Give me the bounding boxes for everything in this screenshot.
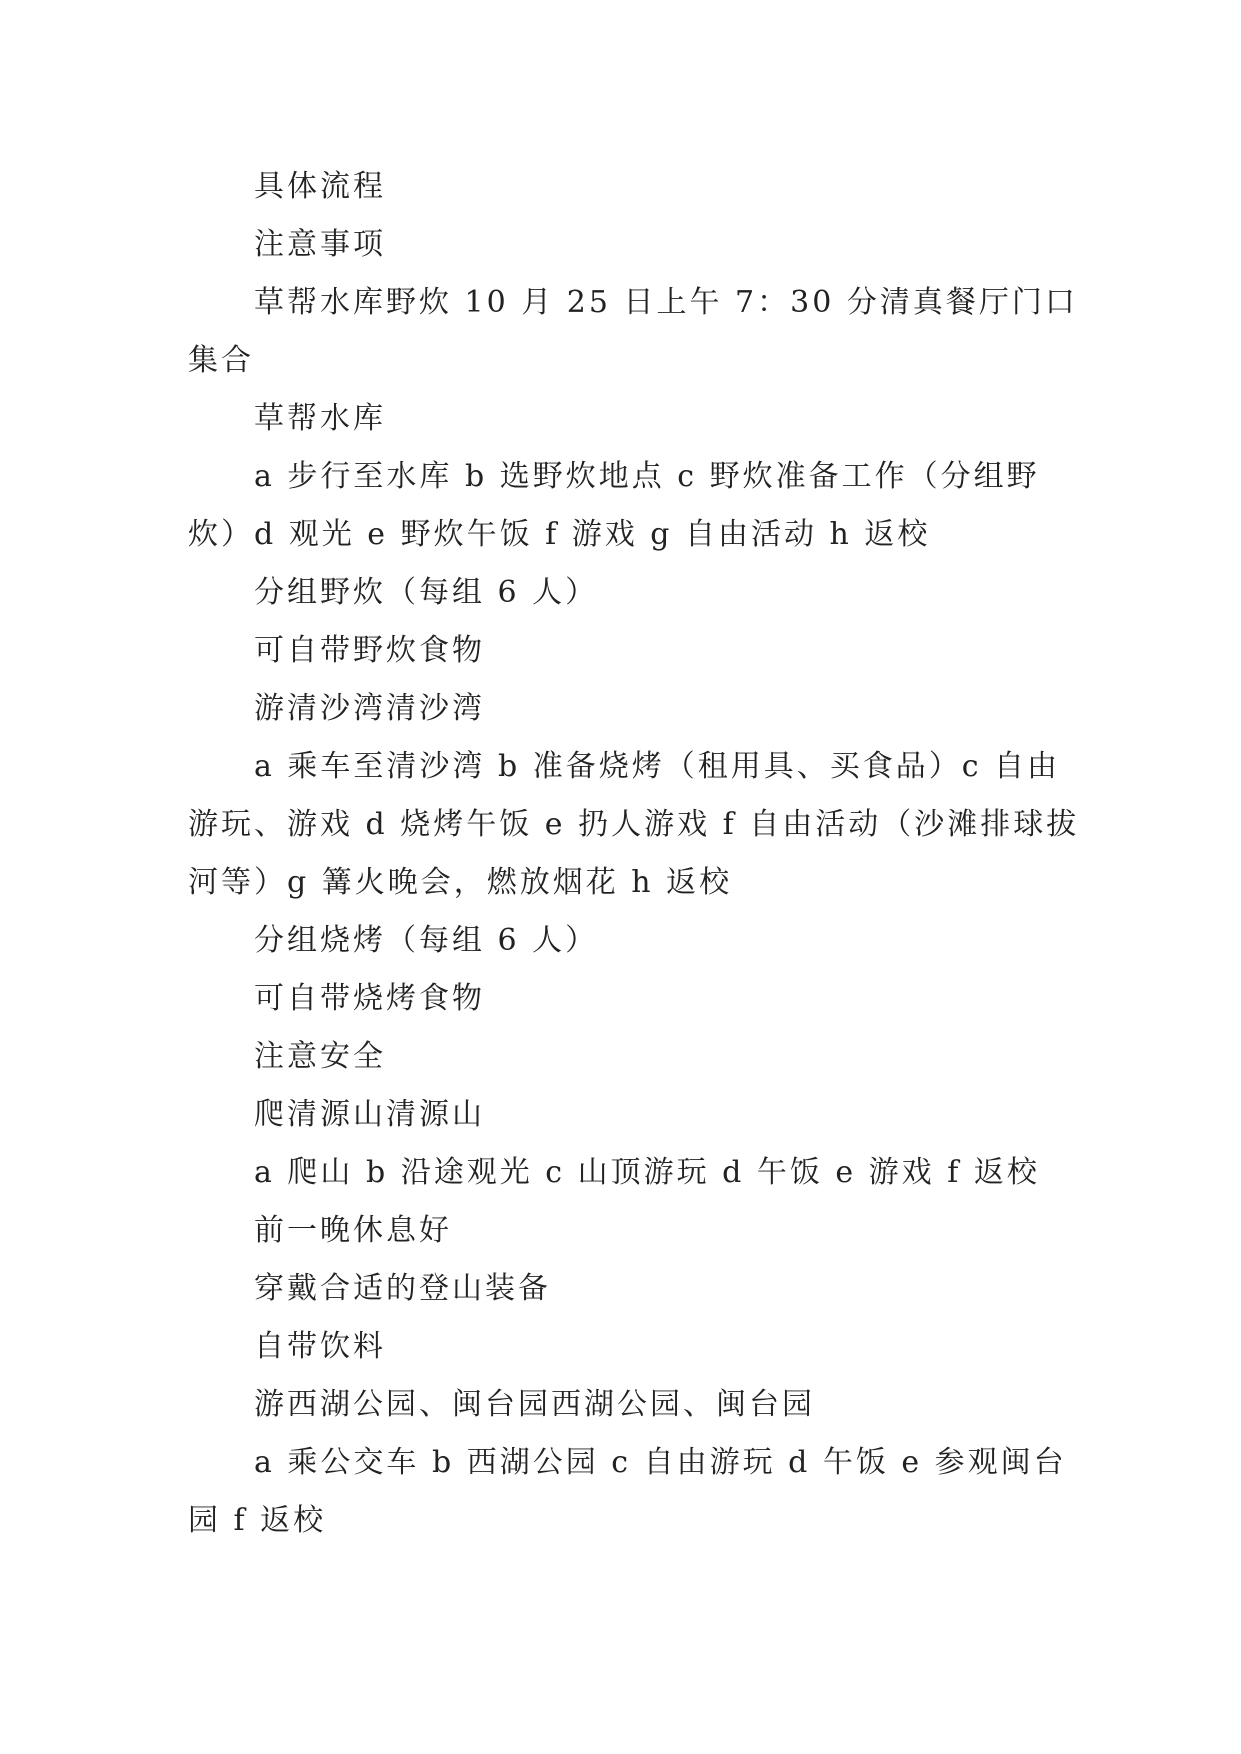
document-body	[188, 158, 1080, 1550]
paragraph-bay-food: 可自带烧烤食物	[254, 981, 485, 1016]
paragraph-park-title: 游西湖公园、闽台园西湖公园、闽台园	[254, 1387, 815, 1422]
paragraph-mountain-gear: 穿戴合适的登山装备	[254, 1271, 551, 1306]
paragraph-process-heading: 具体流程	[254, 169, 386, 204]
paragraph-notes-heading: 注意事项	[254, 227, 386, 262]
paragraph-bay-safety: 注意安全	[254, 1039, 386, 1074]
paragraph-park-steps: a 乘公交车 b 西湖公园 c 自由游玩 d 午饭 e 参观闽台园 f 返校	[188, 1445, 1067, 1538]
paragraph-bay-groups: 分组烧烤（每组 6 人）	[254, 923, 599, 958]
paragraph-mountain-title: 爬清源山清源山	[254, 1097, 485, 1132]
paragraph-bay-title: 游清沙湾清沙湾	[254, 691, 485, 726]
paragraph-mountain-rest: 前一晚休息好	[254, 1213, 452, 1248]
paragraph-reservoir-assembly: 草帮水库野炊 10 月 25 日上午 7：30 分清真餐厅门口集合	[188, 285, 1078, 378]
paragraph-reservoir-steps: a 步行至水库 b 选野炊地点 c 野炊准备工作（分组野炊）d 观光 e 野炊午饭 f 游戏 g 自由活动 h 返校	[188, 459, 1040, 552]
paragraph-bay-steps: a 乘车至清沙湾 b 准备烧烤（租用具、买食品）c 自由游玩、游戏 d 烧烤午饭 e 扔人游戏 f 自由活动（沙滩排球拔河等）g 篝火晚会，燃放烟花 h 返校	[188, 749, 1080, 900]
paragraph-reservoir-food: 可自带野炊食物	[254, 633, 485, 668]
paragraph-reservoir-title: 草帮水库	[254, 401, 386, 436]
paragraph-mountain-drinks: 自带饮料	[254, 1329, 386, 1364]
paragraph-mountain-steps: a 爬山 b 沿途观光 c 山顶游玩 d 午饭 e 游戏 f 返校	[254, 1155, 1040, 1190]
paragraph-reservoir-groups: 分组野炊（每组 6 人）	[254, 575, 599, 610]
